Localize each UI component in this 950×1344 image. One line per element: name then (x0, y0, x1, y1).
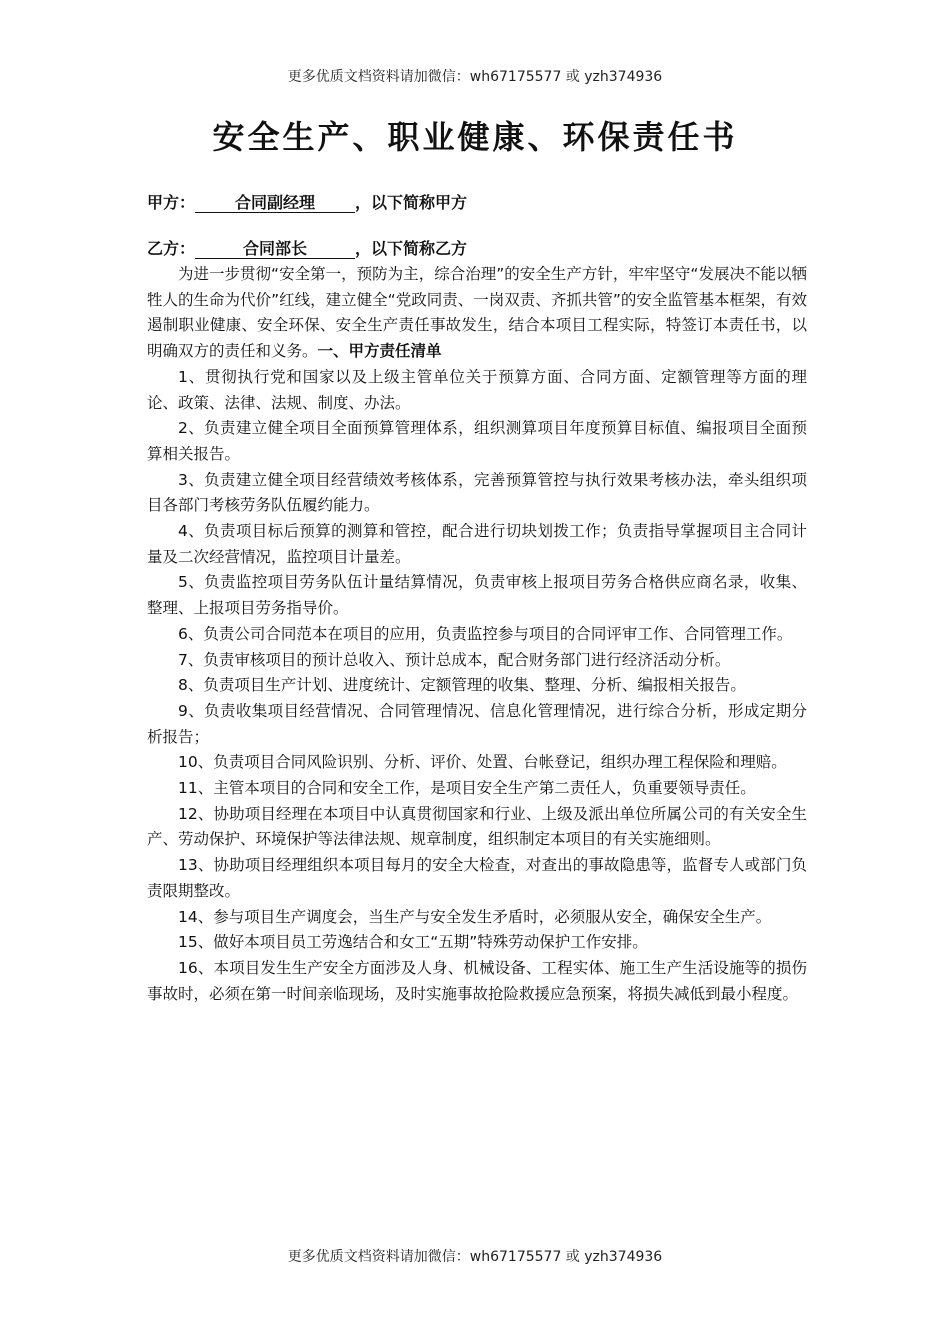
list-item: 4、负责项目标后预算的测算和管控，配合进行切块划拨工作；负责指导掌握项目主合同计量及二次经营情况，监控项目计量差。 (147, 522, 807, 566)
party-a-value: 合同副经理 (195, 194, 355, 213)
document-body (147, 262, 807, 1007)
document-title: 安全生产、职业健康、环保责任书 (212, 118, 738, 156)
list-item: 2、负责建立健全项目全面预算管理体系，组织测算项目年度预算目标值、编报项目全面预算相关报告。 (147, 419, 807, 463)
list-item: 8、负责项目生产计划、进度统计、定额管理的收集、整理、分析、编报相关报告。 (178, 676, 746, 695)
party-a-label: 甲方： (147, 193, 196, 212)
list-item: 1、贯彻执行党和国家以及上级主管单位关于预算方面、合同方面、定额管理等方面的理论、政策、法律、法规、制度、办法。 (147, 367, 807, 412)
party-b-value: 合同部长 (195, 240, 355, 259)
list-item: 9、负责收集项目经营情况、合同管理情况、信息化管理情况，进行综合分析，形成定期分析报告； (147, 701, 807, 746)
footer-note: 更多优质文档资料请加微信：wh67175577 或 yzh374936 (287, 1249, 663, 1265)
list-item: 3、负责建立健全项目经营绩效考核体系，完善预算管控与执行效果考核办法，牵头组织项目各部门考核劳务队伍履约能力。 (147, 470, 807, 515)
list-item: 16、本项目发生生产安全方面涉及人身、机械设备、工程实体、施工生产生活设施等的损伤事故时，必须在第一时间亲临现场，及时实施事故抢险救援应急预案，将损失减低到最小程度。 (147, 958, 807, 1003)
party-a-line (147, 190, 467, 213)
list-item: 6、负责公司合同范本在项目的应用，负责监控参与项目的合同评审工作、合同管理工作。 (178, 624, 793, 643)
party-b-line (147, 236, 467, 259)
list-item: 11、主管本项目的合同和安全工作，是项目安全生产第二责任人，负重要领导责任。 (178, 779, 756, 798)
list-item: 10、负责项目合同风险识别、分析、评价、处置、台帐登记，组织办理工程保险和理赔。 (178, 753, 787, 772)
intro-paragraph (147, 262, 807, 365)
list-item: 7、负责审核项目的预计总收入、预计总成本，配合财务部门进行经济活动分析。 (178, 650, 731, 669)
list-item: 15、做好本项目员工劳逸结合和女工“五期”特殊劳动保护工作安排。 (178, 933, 648, 952)
list-item: 14、参与项目生产调度会，当生产与安全发生矛盾时，必须服从安全，确保安全生产。 (178, 907, 772, 926)
list-item: 12、协助项目经理在本项目中认真贯彻国家和行业、上级及派出单位所属公司的有关安全生产、劳动保护、环境保护等法律法规、规章制度，组织制定本项目的有关实施细则。 (147, 804, 807, 849)
list-item: 5、负责监控项目劳务队伍计量结算情况，负责审核上报项目劳务合格供应商名录，收集、整理、上报项目劳务指导价。 (147, 573, 807, 618)
intro-text: 为进一步贯彻“安全第一，预防为主，综合治理”的安全生产方针，牢牢坚守“发展决不能以牺牲人的生命为代价”红线，建立健全“党政同责、一岗双责、齐抓共管”的安全监管基本框架，有效遏制职业健康、安全环保、安全生产责任事故发生，结合本项目工程实际，特签订本责任书，以明确双方的责任和义务。 (147, 265, 807, 361)
party-b-label: 乙方： (147, 239, 196, 258)
party-b-suffix: ，以下简称乙方 (355, 239, 468, 258)
section-heading: 一、甲方责任清单 (317, 342, 442, 361)
list-item: 13、协助项目经理组织本项目每月的安全大检查，对查出的事故隐患等，监督专人或部门负责限期整改。 (147, 856, 807, 900)
party-a-suffix: ，以下简称甲方 (355, 193, 468, 212)
header-note: 更多优质文档资料请加微信：wh67175577 或 yzh374936 (287, 69, 663, 85)
